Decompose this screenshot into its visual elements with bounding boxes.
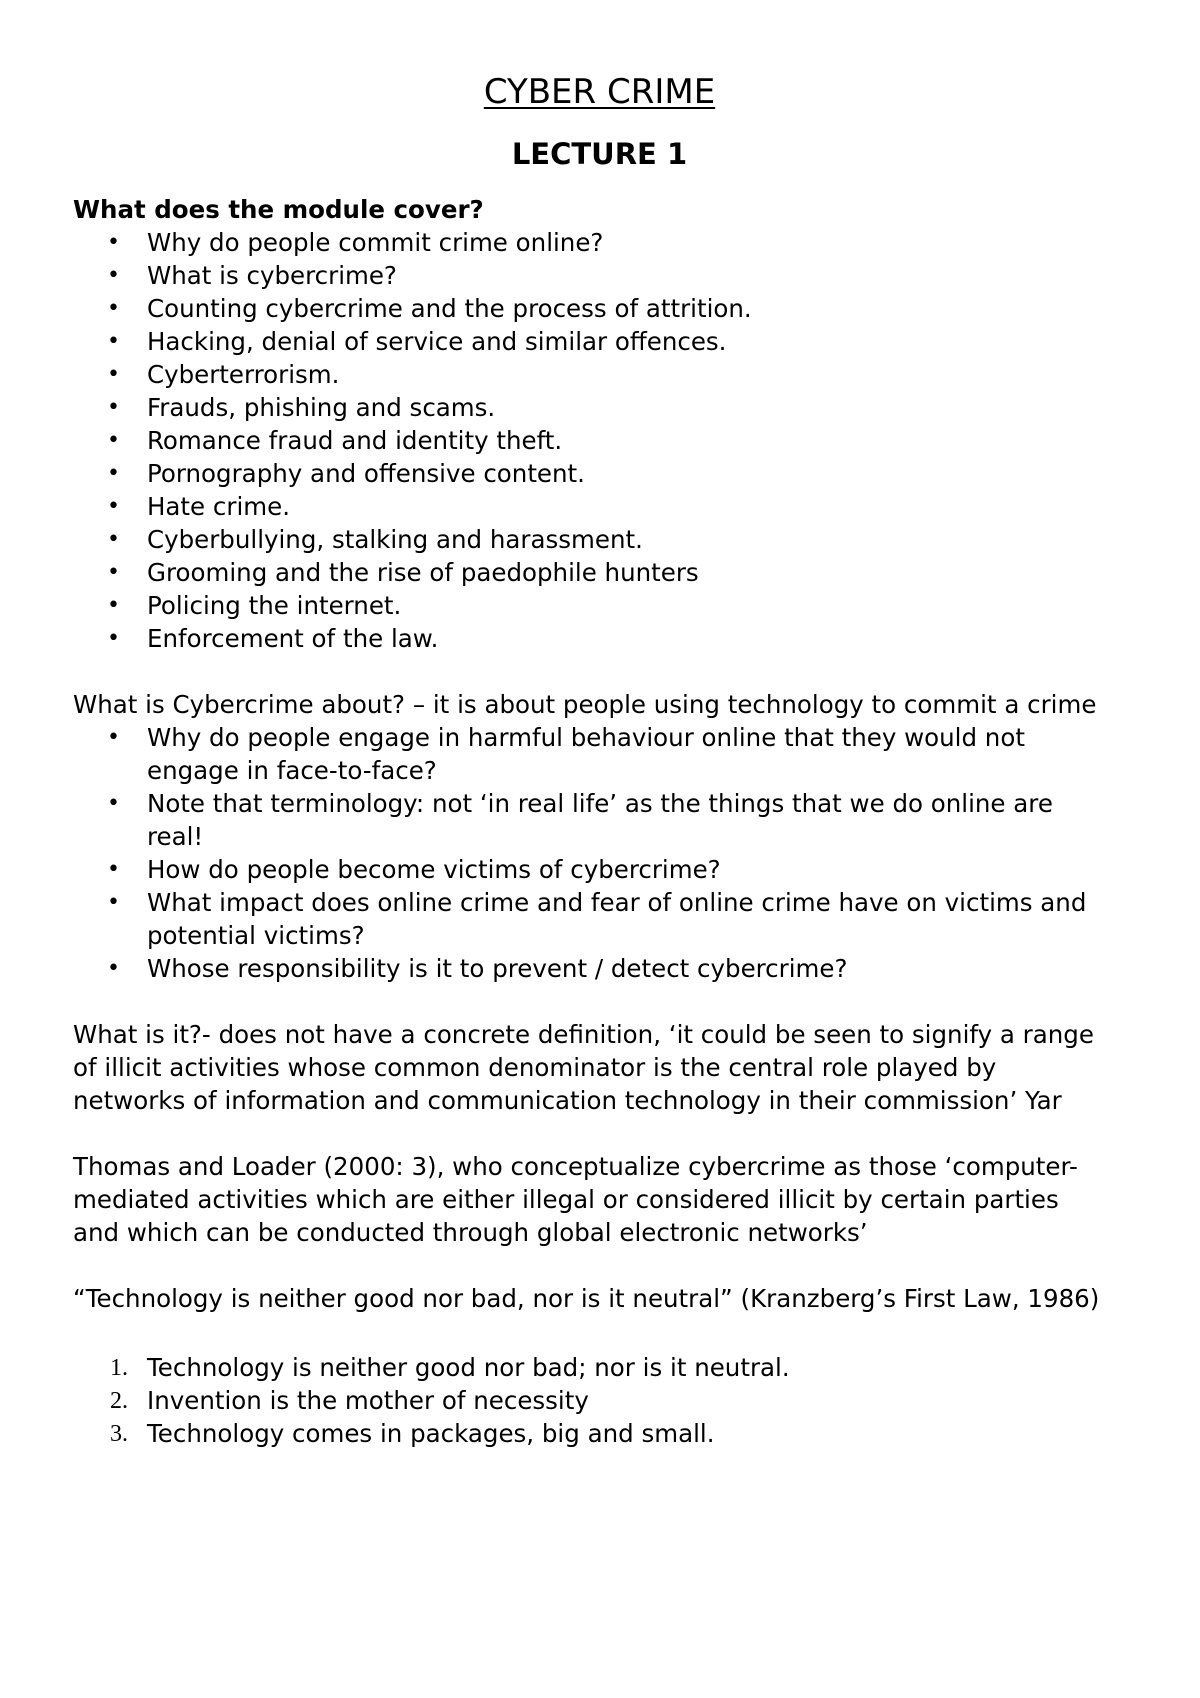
list-item: • Enforcement of the law. <box>73 622 1110 655</box>
list-item: • Policing the internet. <box>73 589 1110 622</box>
list-item: • Cyberterrorism. <box>73 358 1110 391</box>
list-item <box>73 1384 1110 1417</box>
list-item: • What is cybercrime? <box>73 259 1110 292</box>
list-item: • Hacking, denial of service and similar offences. <box>73 325 1110 358</box>
list-number: 2. <box>110 1388 128 1414</box>
lecture-subtitle: LECTURE 1 <box>511 137 688 171</box>
spacer <box>73 1315 1110 1351</box>
list-item: • Note that terminology: not ‘in real life’ as the things that we do online are real! <box>73 787 1110 853</box>
list-item: • Hate crime. <box>73 490 1110 523</box>
about-paragraph: What is Cybercrime about? – it is about people using technology to commit a crime <box>73 690 1097 719</box>
spacer <box>73 655 1110 688</box>
list-item: • Pornography and offensive content. <box>73 457 1110 490</box>
kranzberg-quote: “Technology is neither good nor bad, nor is it neutral” (Kranzberg’s First Law, 1986) <box>73 1284 1100 1313</box>
thomas-loader-paragraph: Thomas and Loader (2000: 3), who conceptualize cybercrime as those ‘computer-mediated activities which are either illegal or considered illicit by certain parties and which can be conducted through global electronic networks’ <box>73 1152 1078 1247</box>
document-title: CYBER CRIME <box>483 72 716 112</box>
spacer <box>73 1117 1110 1150</box>
list-item: • How do people become victims of cybercrime? <box>73 853 1110 886</box>
list-item: • Frauds, phishing and scams. <box>73 391 1110 424</box>
list-item: • Cyberbullying, stalking and harassment. <box>73 523 1110 556</box>
list-item: • Romance fraud and identity theft. <box>73 424 1110 457</box>
spacer <box>73 985 1110 1018</box>
definition-paragraph: What is it?- does not have a concrete definition, ‘it could be seen to signify a range of illicit activities whose common denominator is the central role played by networks of information and communication technology in their commission’ Yar <box>73 1020 1094 1115</box>
list-item: • Why do people commit crime online? <box>73 226 1110 259</box>
list-item: • Why do people engage in harmful behaviour online that they would not engage in face-to-face? <box>73 721 1110 787</box>
list-item: • Grooming and the rise of paedophile hunters <box>73 556 1110 589</box>
list-number: 1. <box>110 1355 128 1381</box>
module-heading: What does the module cover? <box>73 195 484 224</box>
list-item: • Whose responsibility is it to prevent / detect cybercrime? <box>73 952 1110 985</box>
list-number: 3. <box>110 1421 128 1447</box>
module-topics-list <box>73 226 1110 655</box>
list-item <box>73 1351 1110 1384</box>
list-item <box>73 1417 1110 1450</box>
kranzberg-laws-list <box>73 1351 1110 1450</box>
list-item-text: Invention is the mother of necessity <box>147 1386 589 1415</box>
spacer <box>73 1249 1110 1282</box>
about-questions-list <box>73 721 1110 985</box>
list-item-text: Technology comes in packages, big and small. <box>147 1419 715 1448</box>
list-item-text: Technology is neither good nor bad; nor is it neutral. <box>147 1353 790 1382</box>
list-item: • What impact does online crime and fear of online crime have on victims and potential victims? <box>73 886 1110 952</box>
list-item: • Counting cybercrime and the process of attrition. <box>73 292 1110 325</box>
